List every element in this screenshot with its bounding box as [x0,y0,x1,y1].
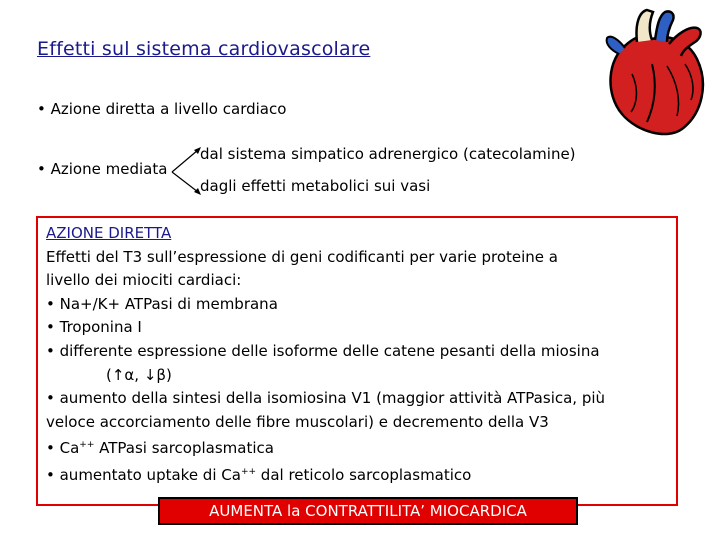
slide-title: Effetti sul sistema cardiovascolare [37,38,371,60]
heart-illustration [597,4,715,142]
box-item-6-prefix: • aumentato uptake di Ca [46,465,241,484]
box-item-6 [46,461,676,488]
box-item-6-sup: ++ [240,466,257,477]
box-heading: AZIONE DIRETTA [46,224,172,242]
box-item-5 [46,434,676,461]
box-item-4a: • aumento della sintesi della isomiosina V1 (maggior attività ATPasica, più [46,389,606,408]
bullet-mediated-action: • Azione mediata [37,160,168,178]
box-intro-line-1: Effetti del T3 sull’espressione di geni codificanti per varie proteine a [46,247,558,266]
box-item-5-suffix: ATPasi sarcoplasmatica [94,439,274,458]
box-item-5-sup: ++ [79,440,95,451]
box-intro-line-2: livello dei miociti cardiaci: [46,271,242,290]
conclusion-banner: AUMENTA la CONTRATTILITA’ MIOCARDICA [158,497,578,525]
bullet-direct-action: • Azione diretta a livello cardiaco [37,100,287,118]
box-item-3-detail: (↑α, ↓β) [106,365,172,384]
box-item-3: • differente espressione delle isoforme delle catene pesanti della miosina [46,341,600,360]
box-item-6-suffix: dal reticolo sarcoplasmatico [256,465,472,484]
box-item-4b: veloce accorciamento delle fibre muscolari) e decremento della V3 [46,412,549,431]
box-item-5-prefix: • Ca [46,439,80,458]
direct-action-box [36,216,678,506]
branch-metabolic: dagli effetti metabolici sui vasi [200,177,431,195]
branch-sympathetic: dal sistema simpatico adrenergico (catecolamine) [200,145,576,163]
box-item-2: • Troponina I [46,318,142,337]
box-item-1: • Na+/K+ ATPasi di membrana [46,294,278,313]
